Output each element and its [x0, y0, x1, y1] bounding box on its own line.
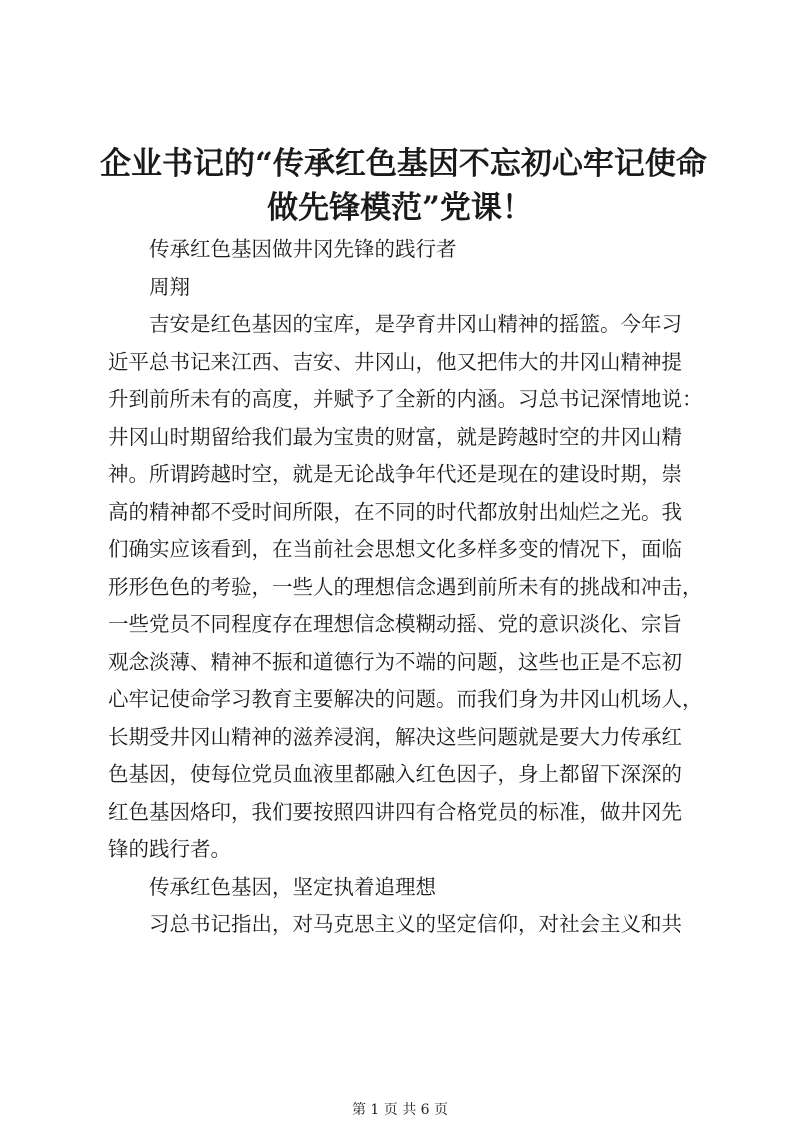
- text-line: 高的精神都不受时间所限，在不同的时代都放射出灿烂之光。我: [108, 499, 682, 524]
- title-line-2: 做先锋模范”党课！: [267, 190, 533, 226]
- text-line: 心牢记使命学习教育主要解决的问题。而我们身为井冈山机场人，: [108, 687, 703, 711]
- text-line: 习总书记指出，对马克思主义的坚定信仰，对社会主义和共: [149, 912, 682, 936]
- text-line: 近平总书记来江西、吉安、井冈山，他又把伟大的井冈山精神提: [108, 349, 682, 374]
- paragraph: [108, 231, 708, 269]
- paragraph: [108, 906, 708, 944]
- text-line: 神。所谓跨越时空，就是无论战争年代还是现在的建设时期，崇: [108, 462, 682, 486]
- paragraph: [108, 269, 708, 307]
- text-line: 色基因，使每位党员血液里都融入红色因子，身上都留下深深的: [108, 762, 682, 786]
- text-line: 周翔: [149, 274, 190, 299]
- paragraph: [108, 869, 708, 907]
- text-line: 吉安是红色基因的宝库，是孕育井冈山精神的摇篮。今年习: [149, 312, 682, 336]
- text-line: 们确实应该看到，在当前社会思想文化多样多变的情况下，面临: [108, 537, 682, 561]
- page-footer: 第 1 页 共 6 页: [351, 1102, 449, 1118]
- text-line: 井冈山时期留给我们最为宝贵的财富，就是跨越时空的井冈山精: [108, 424, 682, 449]
- document-title: [100, 142, 707, 230]
- text-line: 一些党员不同程度存在理想信念模糊动摇、党的意识淡化、宗旨: [108, 612, 682, 636]
- title-line-1: 企业书记的“传承红色基因不忘初心牢记使命: [100, 146, 707, 182]
- document-body: [108, 231, 708, 944]
- text-line: 形形色色的考验，一些人的理想信念遇到前所未有的挑战和冲击，: [108, 574, 703, 599]
- text-line: 升到前所未有的高度，并赋予了全新的内涵。习总书记深情地说：: [108, 387, 703, 411]
- text-line: 长期受井冈山精神的滋养浸润，解决这些问题就是要大力传承红: [108, 724, 682, 749]
- text-line: 传承红色基因做井冈先锋的践行者: [149, 237, 457, 261]
- paragraph: [108, 306, 708, 869]
- text-line: 传承红色基因，坚定执着追理想: [149, 874, 436, 899]
- text-line: 红色基因烙印，我们要按照四讲四有合格党员的标准，做井冈先: [108, 799, 682, 824]
- text-line: 锋的践行者。: [108, 837, 231, 861]
- text-line: 观念淡薄、精神不振和道德行为不端的问题，这些也正是不忘初: [108, 649, 682, 674]
